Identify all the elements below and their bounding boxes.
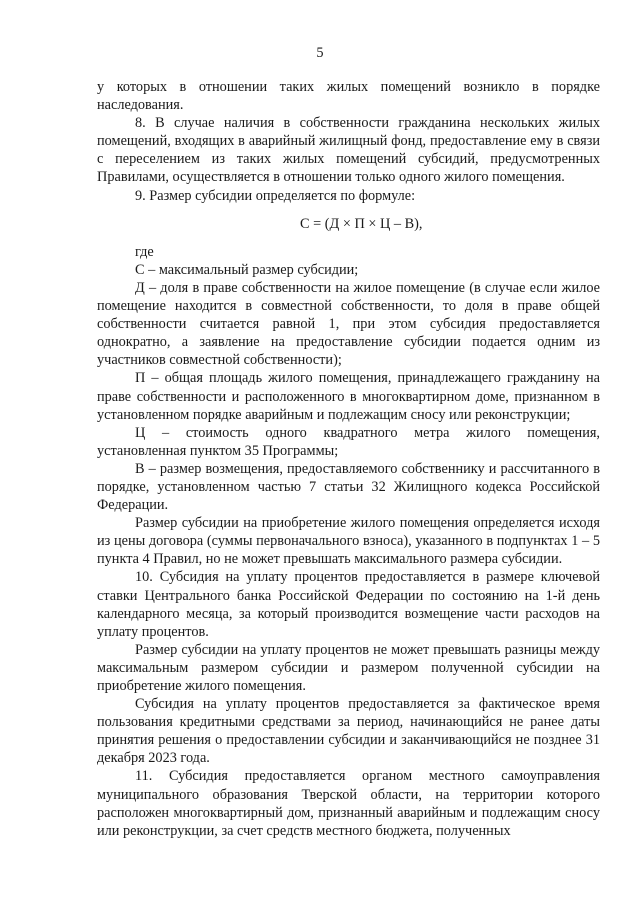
paragraph-10: 10. Субсидия на уплату процентов предоставляется в размере ключевой ставки Центрального банка Российской Федерации по состоянию на 1-й день календарного месяца, за который производится возмещение части расходов на уплату процентов. [97, 569, 600, 640]
definition-ts: Ц – стоимость одного квадратного метра жилого помещения, установленная пунктом 35 Программы; [97, 424, 600, 459]
paragraph-interest-limit: Размер субсидии на уплату процентов не может превышать разницы между максимальным размером субсидии и размером полученной субсидии на приобретение жилого помещения. [97, 641, 600, 694]
paragraph-interest-period: Субсидия на уплату процентов предоставляется за фактическое время пользования кредитными средствами за период, начинающийся не ранее даты принятия решения о предоставлении субсидии и заканчивающийся не позднее 31 декабря 2023 года. [97, 696, 600, 767]
definition-p: П – общая площадь жилого помещения, принадлежащего гражданину на праве собственности и расположенного в многоквартирном доме, признанном в установленном порядке аварийным и подлежащим сносу или реконструкции; [97, 370, 600, 423]
paragraph-9: 9. Размер субсидии определяется по формуле: [135, 187, 416, 204]
subsidy-formula: С = (Д × П × Ц – В), [300, 215, 423, 232]
document-body [97, 78, 600, 840]
paragraph-8: 8. В случае наличия в собственности гражданина нескольких жилых помещений, входящих в аварийный жилищный фонд, предоставление ему в связи с переселением из таких жилых помещений субсидий, предусмотренных Правилами, осуществляется в отношении только одного жилого помещения. [97, 115, 600, 186]
paragraph-purchase-size: Размер субсидии на приобретение жилого помещения определяется исходя из цены договора (суммы первоначального взноса), указанного в подпунктах 1 – 5 пункта 4 Правил, но не может превышать максимального размера субсидии. [97, 515, 600, 568]
paragraph-inheritance: у которых в отношении таких жилых помещений возникло в порядке наследования. [97, 79, 600, 114]
formula-where: где [135, 243, 154, 260]
definition-d: Д – доля в праве собственности на жилое помещение (в случае если жилое помещение находится в совместной собственности, то доля в праве общей собственности считается равной 1, при этом субсидия предоставляется однократно, а заявление на предоставление субсидии подается одним из участников совместной собственности); [97, 279, 600, 369]
definition-c: С – максимальный размер субсидии; [135, 261, 359, 278]
page-number: 5 [316, 45, 324, 61]
paragraph-11: 11. Субсидия предоставляется органом местного самоуправления муниципального образования Тверской области, на территории которого расположен многоквартирный дом, признанный аварийным и подлежащим сносу или реконструкции, за счет средств местного бюджета, полученных [97, 768, 600, 839]
definition-v: В – размер возмещения, предоставляемого собственнику и рассчитанного в порядке, установленном частью 7 статьи 32 Жилищного кодекса Российской Федерации. [97, 460, 600, 514]
